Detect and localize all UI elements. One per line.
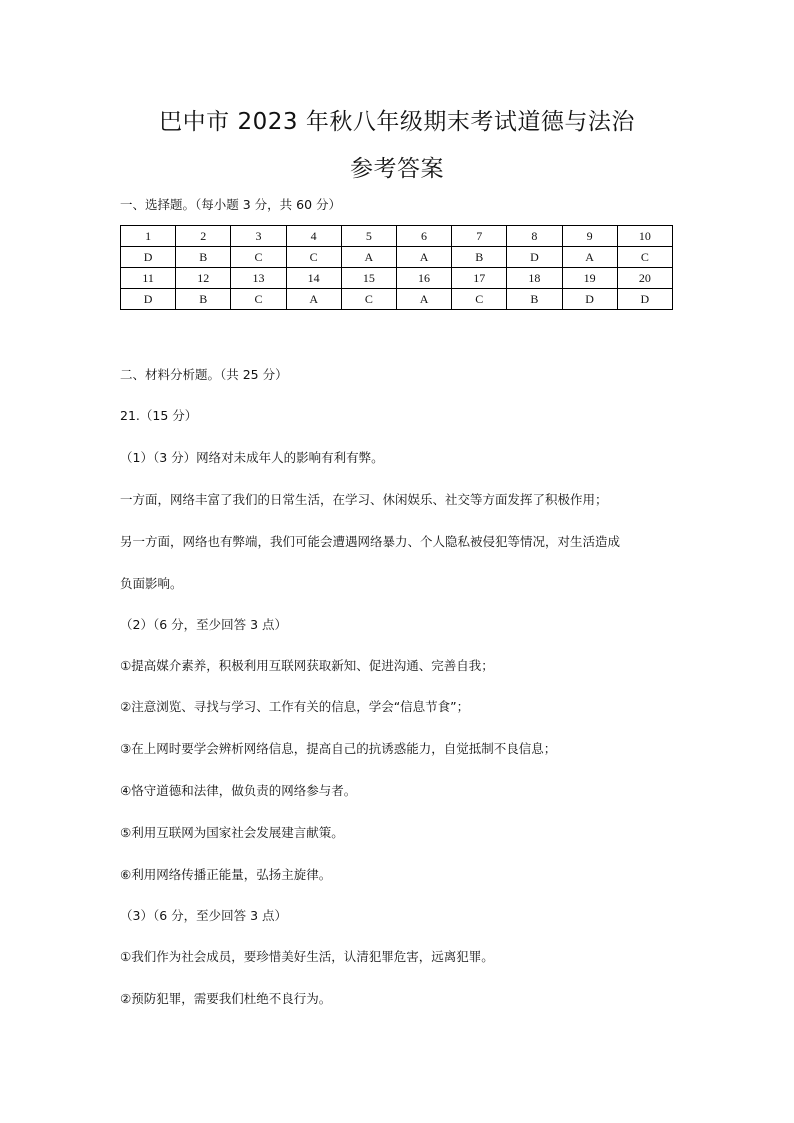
answer-cell: A [562, 247, 617, 268]
answer-cell: C [341, 289, 396, 310]
question-number-cell: 13 [231, 268, 286, 289]
part1-line-3: 负面影响。 [120, 576, 183, 591]
question-number-cell: 20 [617, 268, 672, 289]
question-number-row [121, 226, 673, 247]
part2-point-4: ④恪守道德和法律，做负责的网络参与者。 [120, 783, 357, 798]
document-title: 巴中市 2023 年秋八年级期末考试道德与法治 [159, 109, 635, 135]
answer-cell: C [617, 247, 672, 268]
answer-cell: C [231, 289, 286, 310]
question-number-cell: 10 [617, 226, 672, 247]
question-number-cell: 16 [396, 268, 451, 289]
answer-cell: A [341, 247, 396, 268]
question-21-heading: 21.（15 分） [120, 408, 198, 423]
document-subtitle: 参考答案 [350, 156, 444, 182]
question-number-cell: 6 [396, 226, 451, 247]
part1-line-1: 一方面，网络丰富了我们的日常生活，在学习、休闲娱乐、社交等方面发挥了积极作用； [120, 492, 608, 507]
question-number-cell: 18 [507, 268, 562, 289]
section1-heading: 一、选择题。（每小题 3 分，共 60 分） [120, 197, 342, 212]
answer-cell: C [452, 289, 507, 310]
answer-cell: B [507, 289, 562, 310]
question-number-cell: 2 [176, 226, 231, 247]
part1-heading: （1）（3 分）网络对未成年人的影响有利有弊。 [120, 450, 384, 465]
question-number-cell: 12 [176, 268, 231, 289]
answer-cell: D [562, 289, 617, 310]
part2-heading: （2）（6 分，至少回答 3 点） [120, 617, 288, 632]
question-number-cell: 9 [562, 226, 617, 247]
answer-cell: D [121, 247, 176, 268]
answer-cell: D [617, 289, 672, 310]
part2-point-1: ①提高媒介素养，积极利用互联网获取新知、促进沟通、完善自我； [120, 658, 494, 673]
part2-point-6: ⑥利用网络传播正能量，弘扬主旋律。 [120, 867, 332, 882]
part2-point-2: ②注意浏览、寻找与学习、工作有关的信息，学会“信息节食”； [120, 699, 470, 714]
question-number-cell: 11 [121, 268, 176, 289]
section2-heading: 二、材料分析题。（共 25 分） [120, 367, 288, 382]
answer-cell: B [452, 247, 507, 268]
part3-point-2: ②预防犯罪，需要我们杜绝不良行为。 [120, 991, 332, 1006]
answer-row [121, 247, 673, 268]
answer-cell: A [286, 289, 341, 310]
question-number-cell: 5 [341, 226, 396, 247]
question-number-row [121, 268, 673, 289]
answer-row [121, 289, 673, 310]
answer-table [120, 225, 673, 310]
question-number-cell: 8 [507, 226, 562, 247]
answer-cell: B [176, 247, 231, 268]
question-number-cell: 1 [121, 226, 176, 247]
question-number-cell: 17 [452, 268, 507, 289]
part1-line-2: 另一方面，网络也有弊端，我们可能会遭遇网络暴力、个人隐私被侵犯等情况，对生活造成 [120, 534, 621, 549]
part3-heading: （3）（6 分，至少回答 3 点） [120, 908, 288, 923]
question-number-cell: 3 [231, 226, 286, 247]
answer-cell: D [507, 247, 562, 268]
question-number-cell: 15 [341, 268, 396, 289]
answer-cell: D [121, 289, 176, 310]
answer-cell: A [396, 247, 451, 268]
part3-point-1: ①我们作为社会成员，要珍惜美好生活，认清犯罪危害，远离犯罪。 [120, 949, 494, 964]
question-number-cell: 14 [286, 268, 341, 289]
question-number-cell: 19 [562, 268, 617, 289]
part2-point-3: ③在上网时要学会辨析网络信息，提高自己的抗诱惑能力，自觉抵制不良信息； [120, 741, 557, 756]
answer-cell: A [396, 289, 451, 310]
part2-point-5: ⑤利用互联网为国家社会发展建言献策。 [120, 825, 344, 840]
answer-cell: C [231, 247, 286, 268]
answer-cell: B [176, 289, 231, 310]
question-number-cell: 7 [452, 226, 507, 247]
question-number-cell: 4 [286, 226, 341, 247]
answer-cell: C [286, 247, 341, 268]
